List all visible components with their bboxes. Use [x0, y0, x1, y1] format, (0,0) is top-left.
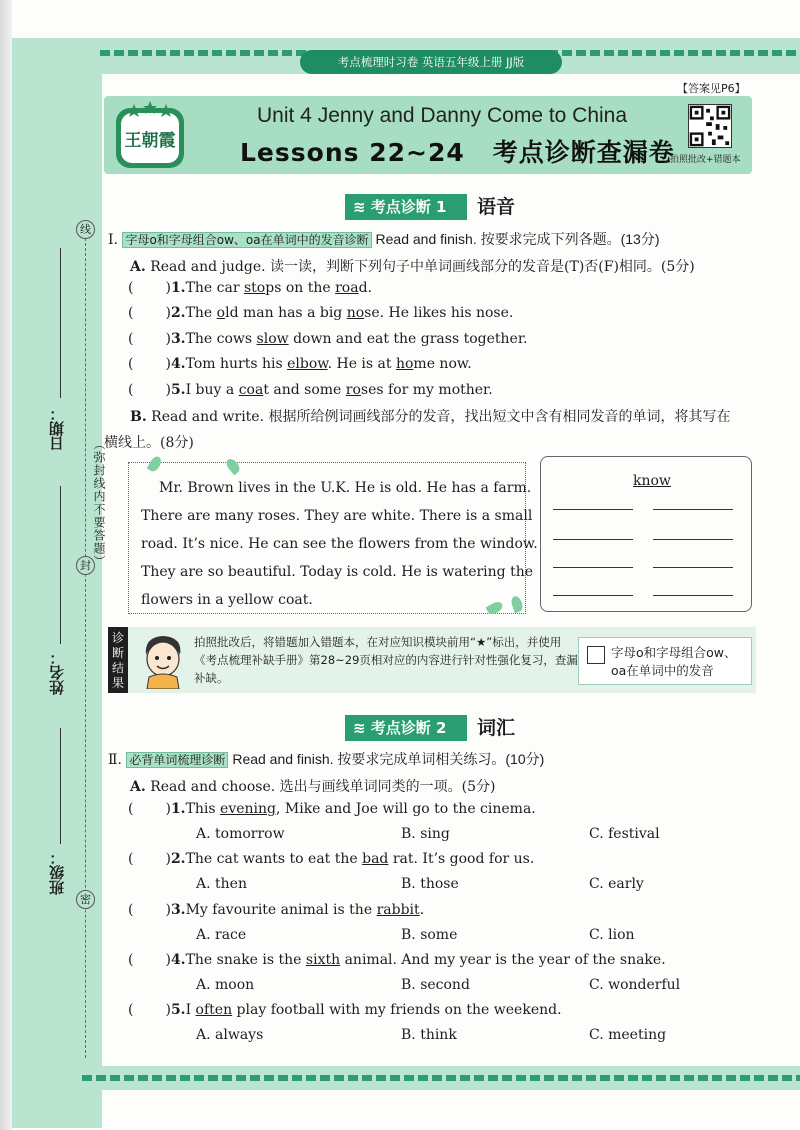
date-label: 日期：	[48, 406, 66, 451]
answer-paren-close: )	[165, 1002, 171, 1018]
item-text: The cows	[185, 331, 257, 347]
item-text: The car	[185, 280, 244, 296]
part-1b-instruction-cont: 横线上。(8分)	[104, 435, 194, 451]
part-1a-instruction: A. Read and judge. 读一读，判断下列句子中单词画线部分的发音是(T)否(F)相同。(5分)	[130, 259, 695, 275]
option-c[interactable]: C. early	[589, 876, 644, 892]
seal-note: （弥封线内不要答题）	[92, 438, 106, 568]
item-number: 5.	[170, 1002, 186, 1018]
underlined-word: bad	[362, 851, 389, 867]
item-number: 3.	[170, 902, 186, 918]
section-1-name: 语音	[477, 196, 516, 218]
section-2-name: 词汇	[477, 717, 516, 739]
option-c[interactable]: C. meeting	[589, 1027, 667, 1043]
option-a[interactable]: A. always	[196, 1027, 264, 1043]
item-text: Tom hurts his	[185, 356, 288, 372]
answer-paren-close: )	[165, 801, 171, 817]
binding-mark-secret: 密	[76, 890, 95, 909]
section-1-tag: ≋ 考点诊断 1	[345, 194, 467, 220]
passage-line: There are many roses. They are white. There is a small	[141, 508, 533, 524]
underlined-word: ho	[395, 356, 414, 372]
answer-paren-close: )	[165, 280, 171, 296]
answer-paren-open[interactable]: (	[128, 280, 134, 296]
answer-paren-open[interactable]: (	[128, 382, 134, 398]
lesson-title	[240, 133, 675, 169]
option-a[interactable]: A. then	[196, 876, 247, 892]
item-number: 3.	[170, 331, 186, 347]
option-a[interactable]: A. tomorrow	[196, 826, 285, 842]
item-text: ses for my mother.	[360, 382, 493, 398]
answer-paren-close: )	[165, 952, 171, 968]
answer-blank[interactable]	[653, 595, 733, 596]
item-text: d.	[358, 280, 372, 296]
underlined-word: o	[216, 305, 226, 321]
item-text: .	[419, 902, 425, 918]
passage-line: Mr. Brown lives in the U.K. He is old. He has a farm.	[159, 480, 532, 496]
choice-question	[128, 952, 666, 968]
binding-line	[85, 228, 86, 1058]
answer-paren-close: )	[165, 851, 171, 867]
diagnosis-check-text: 字母o和字母组合ow、oa在单词中的发音	[611, 645, 737, 678]
answer-paren-close: )	[165, 331, 171, 347]
judge-item	[128, 331, 527, 347]
answer-paren-open[interactable]: (	[128, 356, 134, 372]
section-2-heading	[345, 715, 545, 741]
bottom-band	[82, 1066, 800, 1090]
diagnosis-text: 拍照批改后，将错题加入错题本，在对应知识模块前用“★”标出，并使用《考点梳理补缺手册》第28~29页相对应的内容进行针对性强化复习，查漏补缺。	[194, 635, 578, 685]
part-2-tag: 必背单词梳理诊断	[126, 752, 228, 768]
choice-question	[128, 851, 534, 867]
scan-edge	[0, 0, 12, 1130]
passage-line: flowers in a yellow coat.	[141, 592, 313, 608]
judge-item	[128, 280, 372, 296]
diagnosis-checkbox[interactable]	[587, 646, 605, 664]
answer-blank[interactable]	[553, 509, 633, 510]
reading-passage	[128, 462, 538, 614]
item-text: This	[185, 801, 221, 817]
answer-blank[interactable]	[653, 539, 733, 540]
underlined-word: often	[195, 1002, 233, 1018]
answer-paren-open[interactable]: (	[128, 851, 134, 867]
part-1b-instruction: B. Read and write. 根据所给例词画线部分的发音，找出短文中含有相同发音的单词，将其写在	[130, 409, 731, 425]
binding-margin	[12, 38, 106, 1128]
item-text: rat. It’s good for us.	[388, 851, 535, 867]
answer-paren-close: )	[165, 382, 171, 398]
item-text: The snake is the	[185, 952, 306, 968]
answer-paren-open[interactable]: (	[128, 801, 134, 817]
part-1-number: Ⅰ.	[108, 232, 118, 248]
underlined-word: sixth	[305, 952, 341, 968]
option-b[interactable]: B. think	[401, 1027, 457, 1043]
choice-question	[128, 1002, 562, 1018]
item-number: 5.	[170, 382, 186, 398]
judge-item	[128, 305, 513, 321]
answer-paren-close: )	[165, 356, 171, 372]
part-1-instruction: Read and finish. 按要求完成下列各题。(13分)	[371, 231, 660, 247]
answer-blank[interactable]	[553, 595, 633, 596]
underlined-word: rabbit	[376, 902, 420, 918]
option-b[interactable]: B. second	[401, 977, 470, 993]
answer-ref: 【答案见P6】	[677, 82, 746, 95]
item-number: 4.	[170, 356, 186, 372]
option-a[interactable]: A. race	[196, 927, 247, 943]
item-text: The	[185, 305, 217, 321]
answer-paren-close: )	[165, 902, 171, 918]
binding-mark-line: 线	[76, 220, 95, 239]
underlined-word: evening	[220, 801, 276, 817]
part-2-header	[108, 749, 544, 769]
option-b[interactable]: B. some	[401, 927, 458, 943]
choice-question	[128, 902, 424, 918]
item-text: I	[185, 1002, 196, 1018]
item-text: My favourite animal is the	[185, 902, 377, 918]
section-2-tag: ≋ 考点诊断 2	[345, 715, 467, 741]
answer-blank[interactable]	[553, 539, 633, 540]
underlined-word: slow	[256, 331, 289, 347]
brand-logo	[112, 98, 188, 174]
paper-title: 考点诊断查漏卷	[492, 138, 675, 167]
underlined-word: ro	[345, 382, 361, 398]
item-text: play football with my friends on the weekend.	[232, 1002, 562, 1018]
class-field[interactable]	[60, 728, 61, 844]
qr-label: 拍照批改+错题本	[670, 155, 741, 165]
option-c[interactable]: C. festival	[589, 826, 660, 842]
passage-line: They are so beautiful. Today is cold. He is watering the	[141, 564, 534, 580]
answer-paren-open[interactable]: (	[128, 902, 134, 918]
underlined-word: sto	[243, 280, 266, 296]
item-number: 2.	[170, 305, 186, 321]
item-text: . He is at	[327, 356, 396, 372]
passage-line: road. It’s nice. He can see the flowers from the window.	[141, 536, 538, 552]
example-word: know	[633, 473, 671, 489]
answer-blank[interactable]	[553, 567, 633, 568]
name-label: 姓名：	[48, 650, 66, 695]
underlined-word: roa	[335, 280, 359, 296]
option-b[interactable]: B. those	[401, 876, 459, 892]
answer-paren-open[interactable]: (	[128, 331, 134, 347]
underlined-word: no	[346, 305, 365, 321]
part-2-number: Ⅱ.	[108, 752, 122, 768]
item-number: 1.	[170, 280, 186, 296]
item-text: , Mike and Joe will go to the cinema.	[275, 801, 536, 817]
option-c[interactable]: C. lion	[589, 927, 635, 943]
part-2-instruction: Read and finish. 按要求完成单词相关练习。(10分)	[228, 751, 545, 767]
underlined-word: elbow	[287, 356, 328, 372]
qr-code-icon[interactable]	[688, 104, 732, 148]
item-text: t and some	[263, 382, 346, 398]
date-field[interactable]	[60, 248, 61, 398]
binding-mark-seal: 封	[76, 556, 95, 575]
choice-question	[128, 801, 536, 817]
part-1-header	[108, 229, 660, 249]
option-c[interactable]: C. wonderful	[589, 977, 681, 993]
item-number: 4.	[170, 952, 186, 968]
item-text: se. He likes his nose.	[364, 305, 514, 321]
answer-paren-close: )	[165, 305, 171, 321]
answer-box	[540, 456, 752, 612]
series-pill: 考点梳理时习卷 英语五年级上册 JJ版	[300, 50, 562, 74]
item-text: animal. And my year is the year of the snake.	[340, 952, 666, 968]
item-text: ld man has a big	[225, 305, 347, 321]
judge-item	[128, 356, 472, 372]
section-1-heading	[345, 194, 545, 220]
item-text: ps on the	[265, 280, 336, 296]
judge-item	[128, 382, 493, 398]
item-number: 2.	[170, 851, 186, 867]
class-label: 班级：	[48, 850, 66, 895]
diagnosis-label: 诊断结果	[108, 627, 128, 693]
item-text: down and eat the grass together.	[288, 331, 528, 347]
name-field[interactable]	[60, 486, 61, 644]
answer-paren-open[interactable]: (	[128, 305, 134, 321]
item-number: 1.	[170, 801, 186, 817]
underlined-word: coa	[238, 382, 264, 398]
diagnosis-box	[108, 627, 756, 693]
item-text: The cat wants to eat the	[185, 851, 363, 867]
answer-paren-open[interactable]: (	[128, 952, 134, 968]
answer-blank[interactable]	[653, 567, 733, 568]
boy-cartoon-icon	[136, 631, 190, 689]
item-text: me now.	[413, 356, 472, 372]
option-a[interactable]: A. moon	[196, 977, 255, 993]
option-b[interactable]: B. sing	[401, 826, 450, 842]
part-2a-instruction: A. Read and choose. 选出与画线单词同类的一项。(5分)	[130, 779, 496, 795]
answer-blank[interactable]	[653, 509, 733, 510]
unit-title: Unit 4 Jenny and Danny Come to China	[257, 104, 628, 127]
part-1-tag: 字母o和字母组合ow、oa在单词中的发音诊断	[122, 232, 371, 248]
item-text: I buy a	[185, 382, 239, 398]
answer-paren-open[interactable]: (	[128, 1002, 134, 1018]
lesson-range: Lessons 22~24	[240, 138, 465, 167]
diagnosis-check	[578, 637, 752, 685]
logo-text: 王朝霞	[124, 131, 176, 151]
